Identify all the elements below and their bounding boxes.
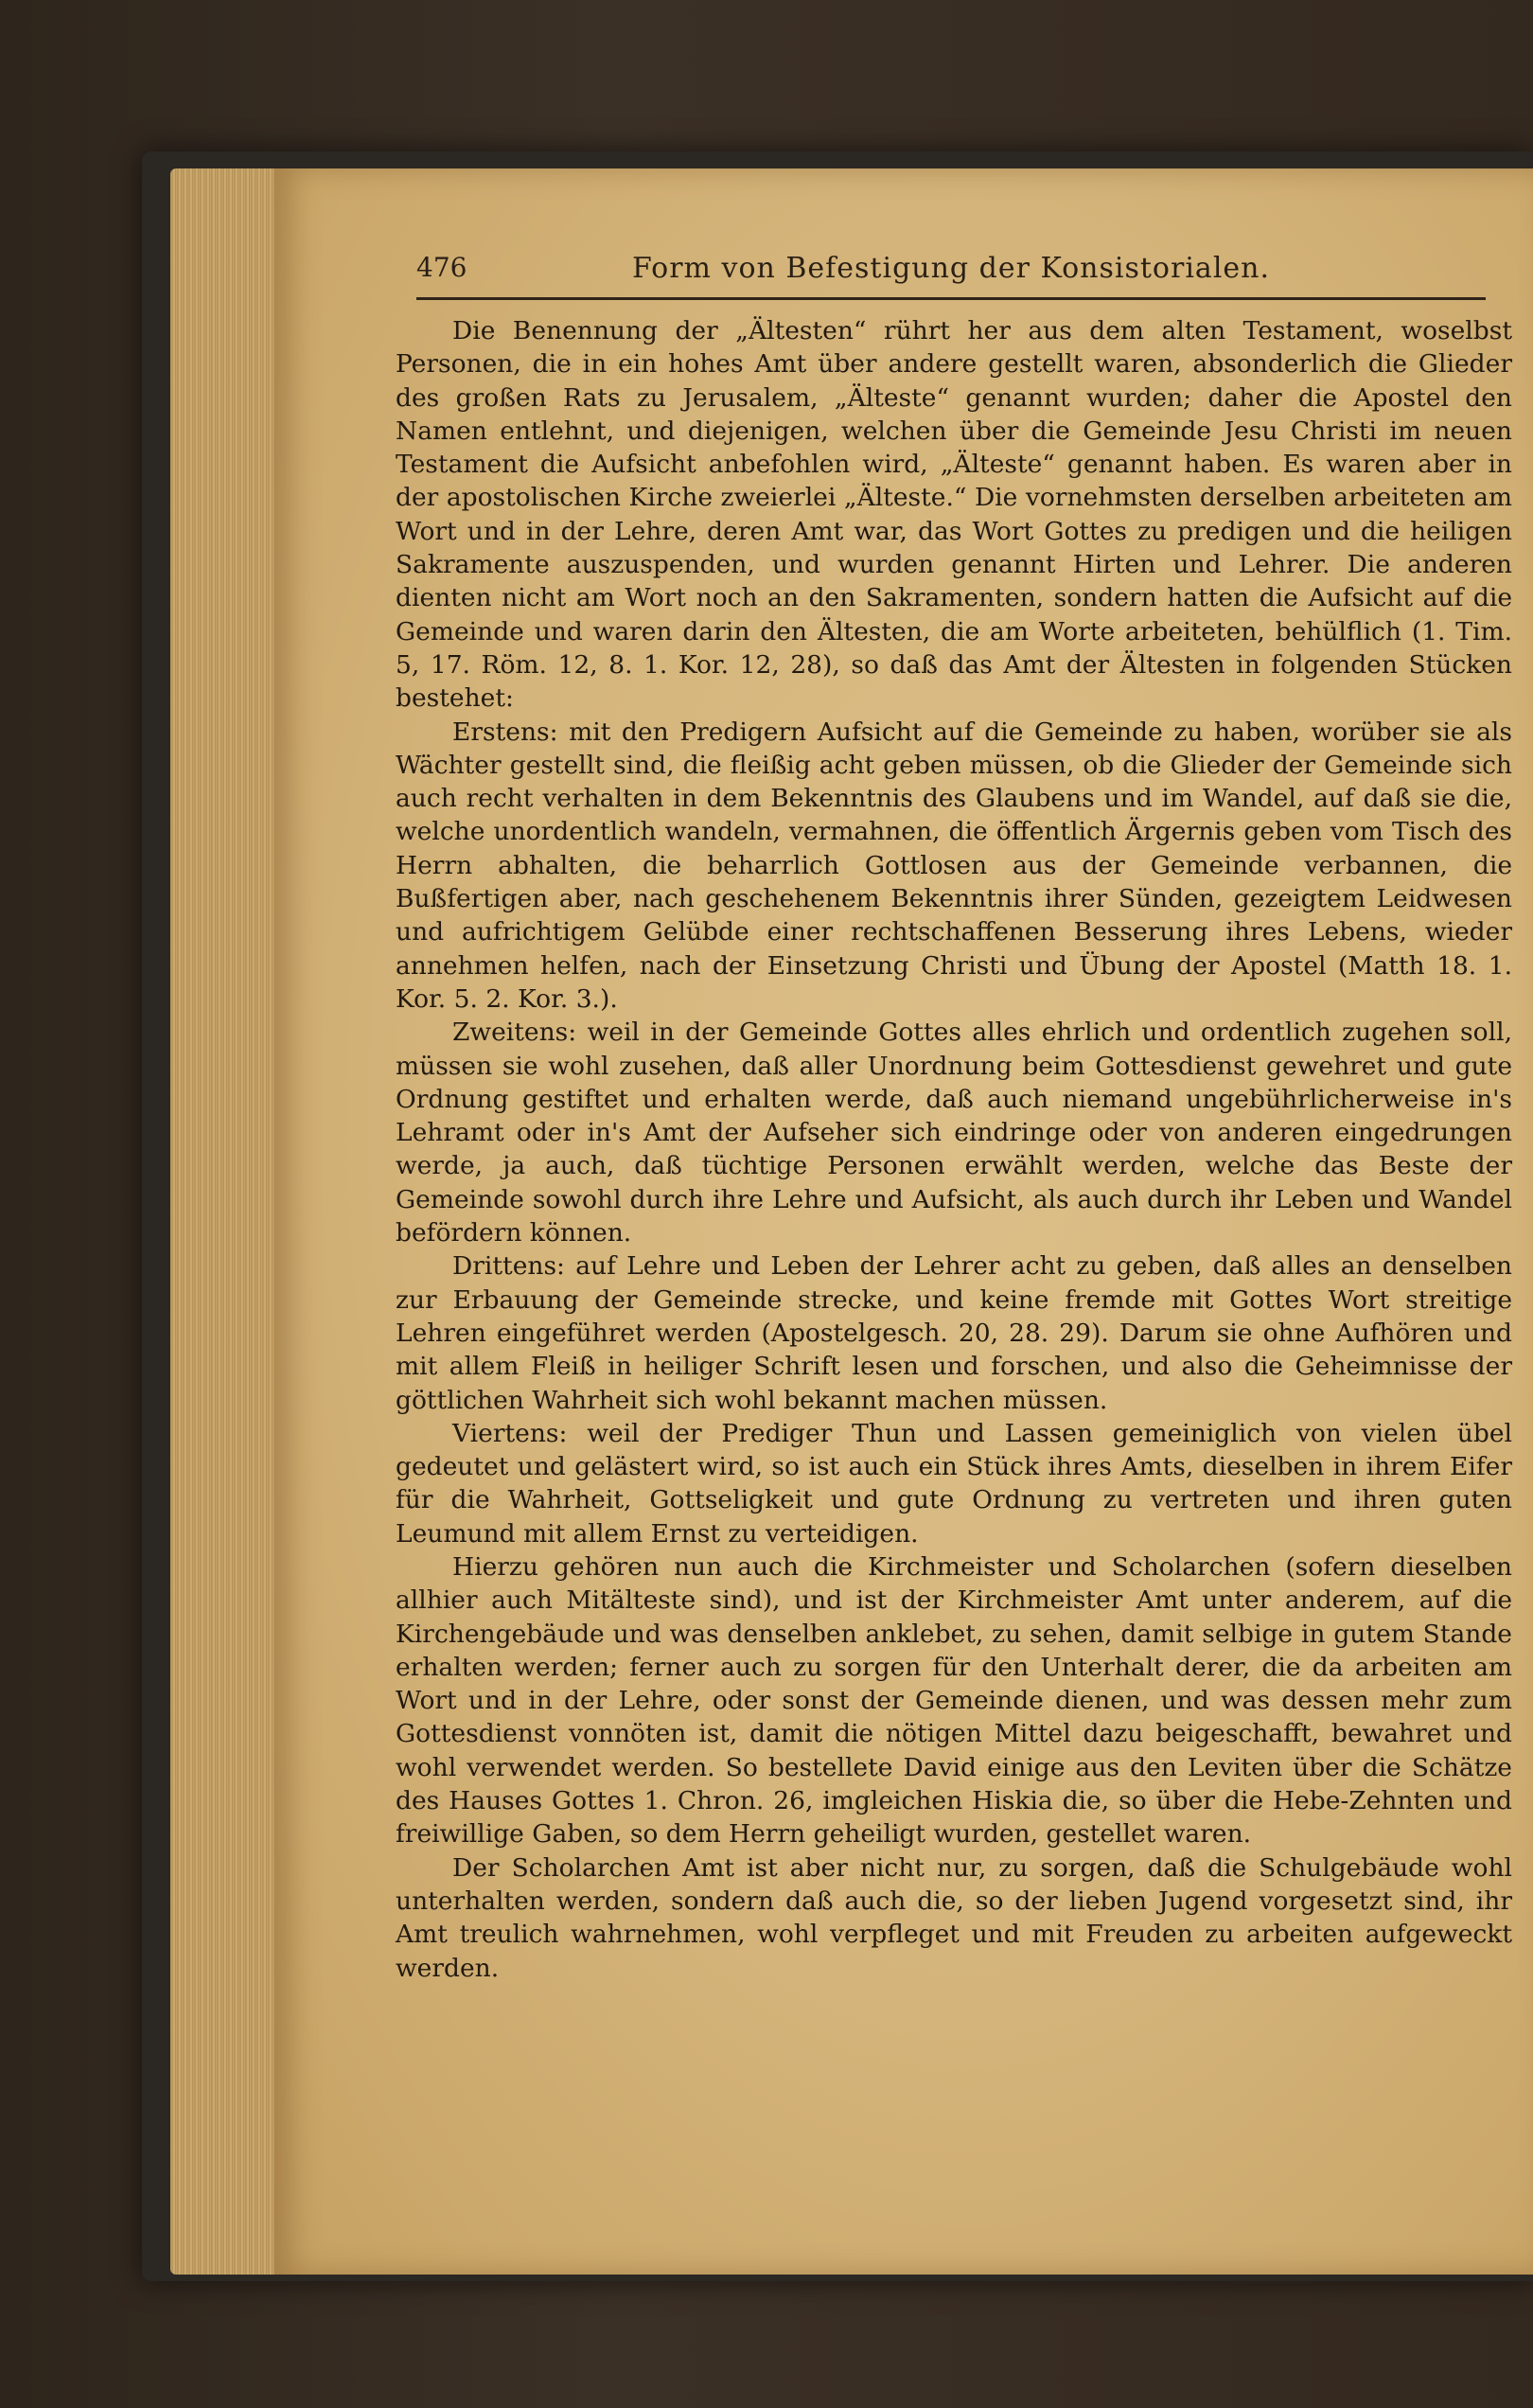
page-edges — [170, 168, 284, 2275]
paragraph-zweitens: Zweitens: weil in der Gemeinde Gottes alles ehrlich und ordentlich zugehen soll, müssen sie wohl zusehen, daß aller Unordnung beim Gottesdienst gewehret und gute Ordnung gestiftet und erhalten werde, daß auch niemand ungebührlicherweise in's Lehramt oder in's Amt der Aufseher sich eindringe oder von anderen eingedrungen werde, ja auch, daß tüchtige Personen erwählt werden, welche das Beste der Gemeinde sowohl durch ihre Lehre und Aufsicht, als auch durch ihr Leben und Wandel befördern können. — [396, 1018, 1512, 1248]
paragraph-erstens: Erstens: mit den Predigern Aufsicht auf die Gemeinde zu haben, worüber sie als Wächter gestellt sind, die fleißig acht geben müssen, ob die Glieder der Gemeinde sich auch recht verhalten in dem Bekenntnis des Glaubens und im Wandel, auf daß sie die, welche unordentlich wandeln, vermahnen, die öffentlich Ärgernis geben vom Tisch des Herrn abhalten, die beharrlich Gottlosen aus der Gemeinde verbannen, die Bußfertigen aber, nach geschehenem Bekenntnis ihrer Sünden, gezeigtem Leidwesen und aufrichtigem Gelübde einer rechtschaffenen Besserung ihres Lebens, wieder annehmen helfen, nach der Einsetzung Christi und Übung der Apostel (Matth 18. 1. Kor. 5. 2. Kor. 3.). — [396, 717, 1512, 1014]
paragraph-intro: Die Benennung der „Ältesten“ rührt her aus dem alten Testament, woselbst Personen, die in ein hohes Amt über andere gestellt waren, absonderlich die Glieder des großen Rats zu Jerusalem, „Älteste“ genannt wurden; daher die Apostel den Namen entlehnt, und diejenigen, welchen über die Gemeinde Jesu Christi im neuen Testament die Aufsicht anbefohlen wird, „Älteste“ genannt haben. Es waren aber in der apostolischen Kirche zweierlei „Älteste.“ Die vornehmsten derselben arbeiteten am Wort und in der Lehre, deren Amt war, das Wort Gottes zu predigen und die heiligen Sakramente auszuspenden, und wurden genannt Hirten und Lehrer. Die anderen dienten nicht am Wort noch an den Sakramenten, sondern hatten die Aufsicht auf die Gemeinde und waren darin den Ältesten, die am Worte arbeiteten, behülflich (1. Tim. 5, 17. Röm. 12, 8. 1. Kor. 12, 28), so daß das Amt der Ältesten in folgenden Stücken bestehet: — [396, 316, 1512, 714]
running-title: Form von Befestigung der Konsistorialen. — [631, 252, 1271, 285]
book-page — [274, 168, 1533, 2275]
paragraph-kirchmeister: Hierzu gehören nun auch die Kirchmeister und Scholarchen (sofern dieselben allhier auch Mitälteste sind), und ist der Kirchmeister Amt unter anderem, auf die Kirchengebäude und was denselben anklebet, zu sehen, damit selbige in gutem Stande erhalten werden; ferner auch zu sorgen für den Unterhalt derer, die da arbeiten am Wort und in der Lehre, oder sonst der Gemeinde dienen, und was dessen mehr zum Gottesdienst vonnöten ist, damit die nötigen Mittel dazu beigeschafft, bewahret und wohl verwendet werden. So bestellete David einige aus den Leviten über die Schätze des Hauses Gottes 1. Chron. 26, imgleichen Hiskia die, so über die Hebe-Zehnten und freiwillige Gaben, so dem Herrn geheiligt wurden, gestellet waren. — [396, 1551, 1512, 1850]
body-text — [396, 314, 1512, 1985]
paragraph-drittens: Drittens: auf Lehre und Leben der Lehrer acht zu geben, daß alles an denselben zur Erbauung der Gemeinde strecke, und keine fremde mit Gottes Wort streitige Lehren eingeführet werden (Apostelgesch. 20, 28. 29). Darum sie ohne Aufhören und mit allem Fleiß in heiliger Schrift lesen und forschen, und also die Geheimnisse der göttlichen Wahrheit sich wohl bekannt machen müssen. — [396, 1251, 1512, 1415]
page-number: 476 — [416, 252, 467, 283]
paragraph-scholarchen: Der Scholarchen Amt ist aber nicht nur, zu sorgen, daß die Schulgebäude wohl unterhalten werden, sondern daß auch die, so der lieben Jugend vorgesetzt sind, ihr Amt treulich wahrnehmen, wohl verpfleget und mit Freuden zu arbeiten aufgeweckt werden. — [396, 1852, 1512, 1983]
page-header — [416, 250, 1486, 300]
paragraph-viertens: Viertens: weil der Prediger Thun und Lassen gemeiniglich von vielen übel gedeutet und gelästert wird, so ist auch ein Stück ihres Amts, dieselben in ihrem Eifer für die Wahrheit, Gottseligkeit und gute Ordnung zu vertreten und ihren guten Leumund mit allem Ernst zu verteidigen. — [396, 1418, 1512, 1549]
